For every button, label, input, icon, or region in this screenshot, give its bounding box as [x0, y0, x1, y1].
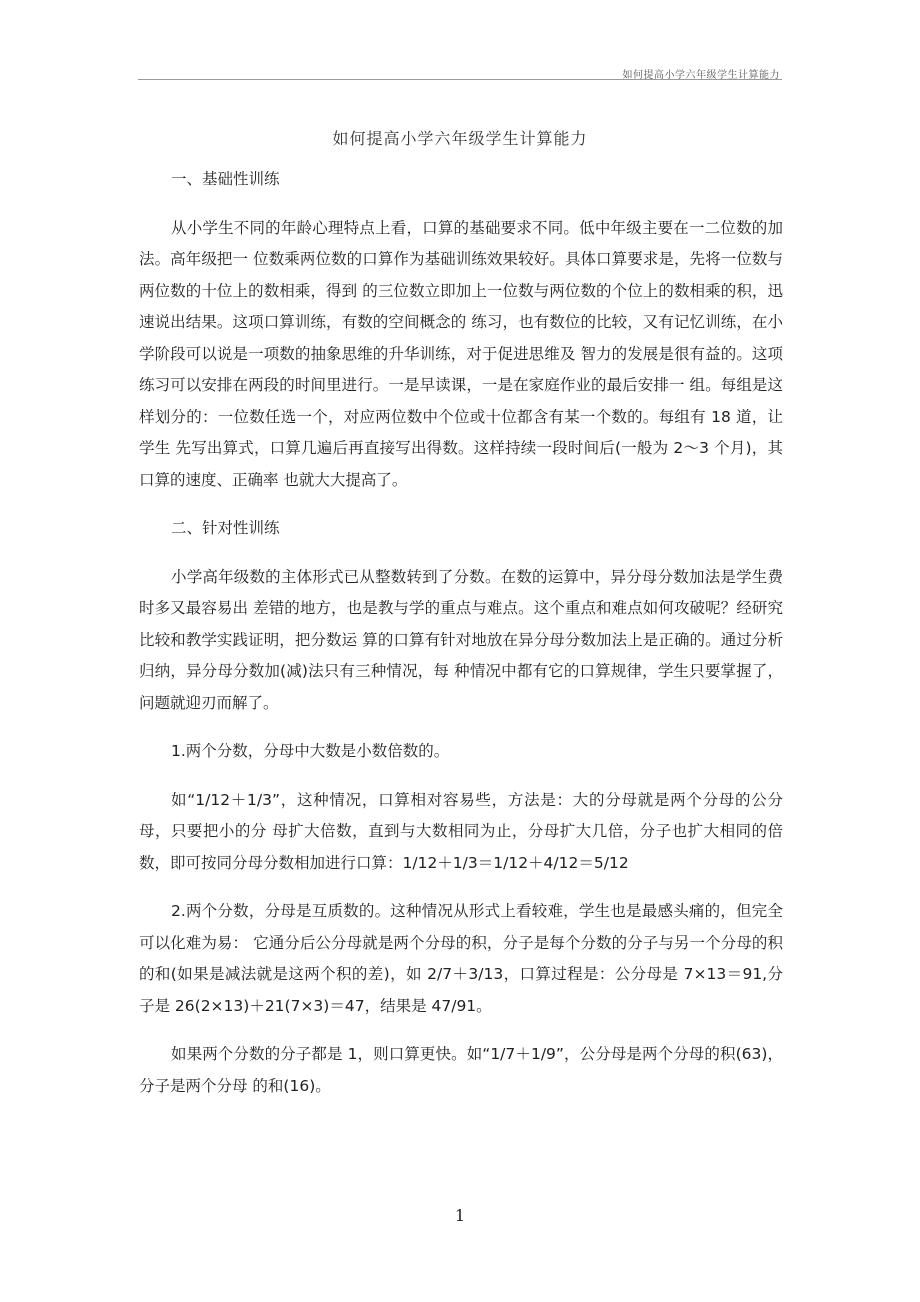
case-1-body: 如“1/12＋1/3”，这种情况，口算相对容易些，方法是：大的分母就是两个分母的公分母，只要把小的分 母扩大倍数，直到与大数相同为止，分母扩大几倍，分子也扩大相同的倍数，即可按同分母分数相加进行口算：1/12＋1/3＝1/12＋4/12＝5/12: [139, 790, 783, 872]
document-body: [139, 164, 783, 1119]
case-2-body: 2.两个分数，分母是互质数的。这种情况从形式上看较难，学生也是最感头痛的，但完全可以化难为易： 它通分后公分母就是两个分母的积，分子是每个分数的分子与另一个分母的积的和(如果是减法就是这两个积的差)，如 2/7＋3/13，口算过程是：公分母是 7×13＝91,分子是 26(2×13)＋21(7×3)＝47，结果是 47/91。: [139, 902, 783, 1015]
paragraph-targeted-intro: 小学高年级数的主体形式已从整数转到了分数。在数的运算中，异分母分数加法是学生费时多又最容易出 差错的地方，也是教与学的重点与难点。这个重点和难点如何攻破呢？经研究比较和教学实践证明，把分数运 算的口算有针对地放在异分母分数加法上是正确的。通过分析归纳，异分母分数加(减)法只有三种情况，每 种情况中都有它的口算规律，学生只要掌握了，问题就迎刃而解了。: [139, 567, 783, 712]
section-heading-targeted-training: 二、针对性训练: [171, 519, 280, 537]
section-heading-basic-training: 一、基础性训练: [171, 170, 280, 188]
page-number: 1: [454, 1206, 466, 1225]
case-1-title: 1.两个分数，分母中大数是小数倍数的。: [171, 742, 450, 760]
paragraph-basic-training: 从小学生不同的年龄心理特点上看，口算的基础要求不同。低中年级主要在一二位数的加法。高年级把一 位数乘两位数的口算作为基础训练效果较好。具体口算要求是，先将一位数与两位数的十位上的数相乘，得到 的三位数立即加上一位数与两位数的个位上的数相乘的积，迅速说出结果。这项口算训练，有数的空间概念的 练习，也有数位的比较，又有记忆训练，在小学阶段可以说是一项数的抽象思维的升华训练，对于促进思维及 智力的发展是很有益的。这项练习可以安排在两段的时间里进行。一是早读课，一是在家庭作业的最后安排一 组。每组是这样划分的：一位数任选一个，对应两位数中个位或十位都含有某一个数的。每组有 18 道，让学生 先写出算式，口算几遍后再直接写出得数。这样持续一段时间后(一般为 2～3 个月)，其口算的速度、正确率 也就大大提高了。: [139, 218, 783, 489]
header-rule: [138, 79, 782, 80]
case-2-note: 如果两个分数的分子都是 1，则口算更快。如“1/7＋1/9”，公分母是两个分母的积(63)，分子是两个分母 的和(16)。: [139, 1045, 783, 1095]
document-title: 如何提高小学六年级学生计算能力: [332, 129, 588, 148]
running-header: 如何提高小学六年级学生计算能力: [622, 70, 780, 81]
